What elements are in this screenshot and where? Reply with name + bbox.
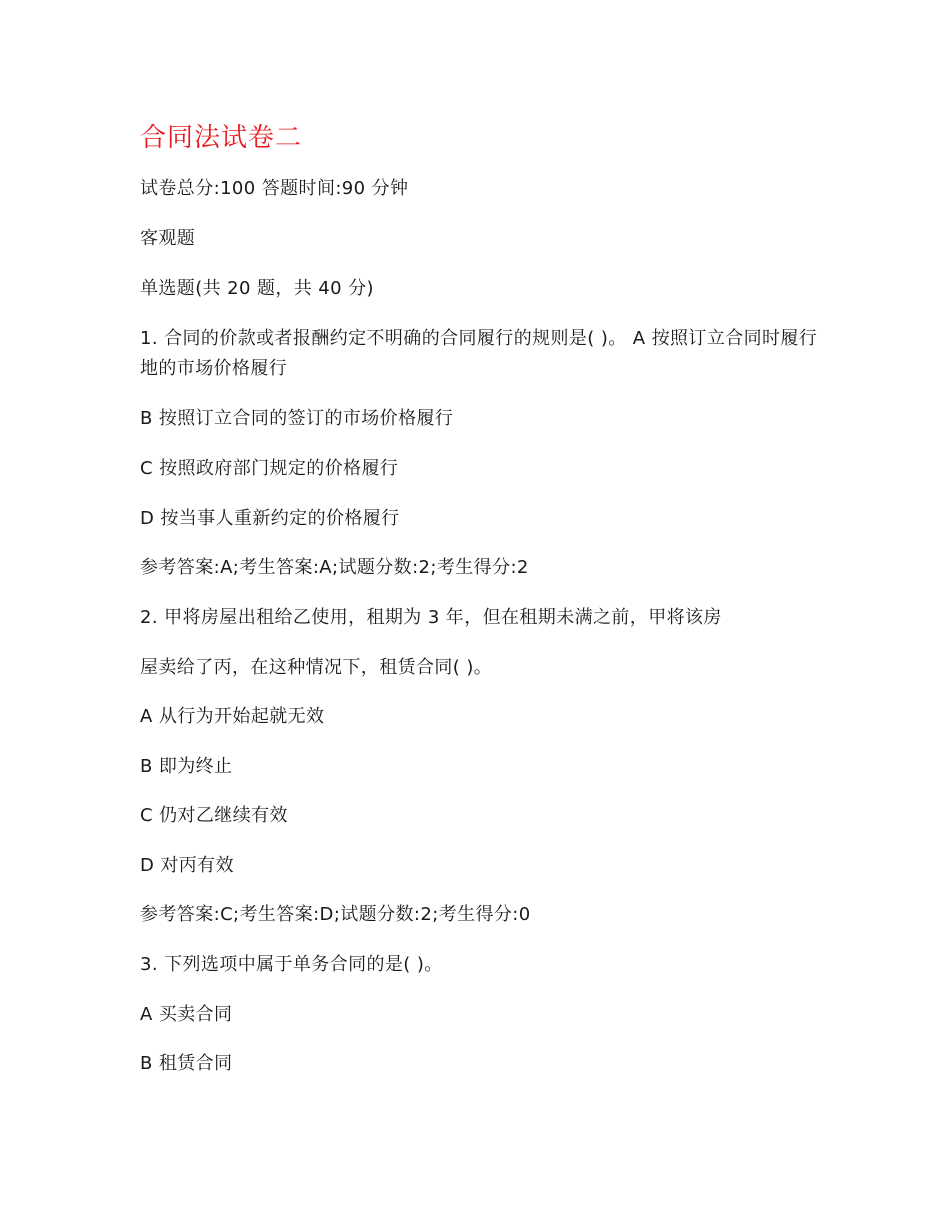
question-2-option-c: C 仍对乙继续有效 [140, 805, 288, 826]
question-2-answer: 参考答案:C;考生答案:D;试题分数:2;考生得分:0 [140, 904, 531, 925]
question-2-option-b: B 即为终止 [140, 756, 233, 777]
question-2-stem-line-1: 2. 甲将房屋出租给乙使用，租期为 3 年，但在租期未满之前，甲将该房 [140, 607, 722, 628]
question-1-option-d: D 按当事人重新约定的价格履行 [140, 508, 400, 529]
question-3-option-a: A 买卖合同 [140, 1004, 233, 1025]
question-3-stem: 3. 下列选项中属于单务合同的是( )。 [140, 954, 443, 975]
question-1-option-b: B 按照订立合同的签订的市场价格履行 [140, 408, 454, 429]
question-3-option-b: B 租赁合同 [140, 1053, 233, 1074]
question-2-option-d: D 对丙有效 [140, 855, 234, 876]
exam-meta: 试卷总分:100 答题时间:90 分钟 [140, 178, 409, 199]
section-heading: 客观题 [140, 228, 196, 249]
question-1-stem: 1. 合同的价款或者报酬约定不明确的合同履行的规则是( )。 A 按照订立合同时履行地的市场价格履行 [140, 328, 818, 379]
subsection-heading: 单选题(共 20 题，共 40 分) [140, 278, 374, 299]
question-1-option-c: C 按照政府部门规定的价格履行 [140, 458, 399, 479]
page-title: 合同法试卷二 [140, 123, 303, 153]
question-1-answer: 参考答案:A;考生答案:A;试题分数:2;考生得分:2 [140, 557, 529, 578]
question-2-option-a: A 从行为开始起就无效 [140, 706, 325, 727]
question-2-stem-line-2: 屋卖给了丙，在这种情况下，租赁合同( )。 [140, 657, 493, 678]
